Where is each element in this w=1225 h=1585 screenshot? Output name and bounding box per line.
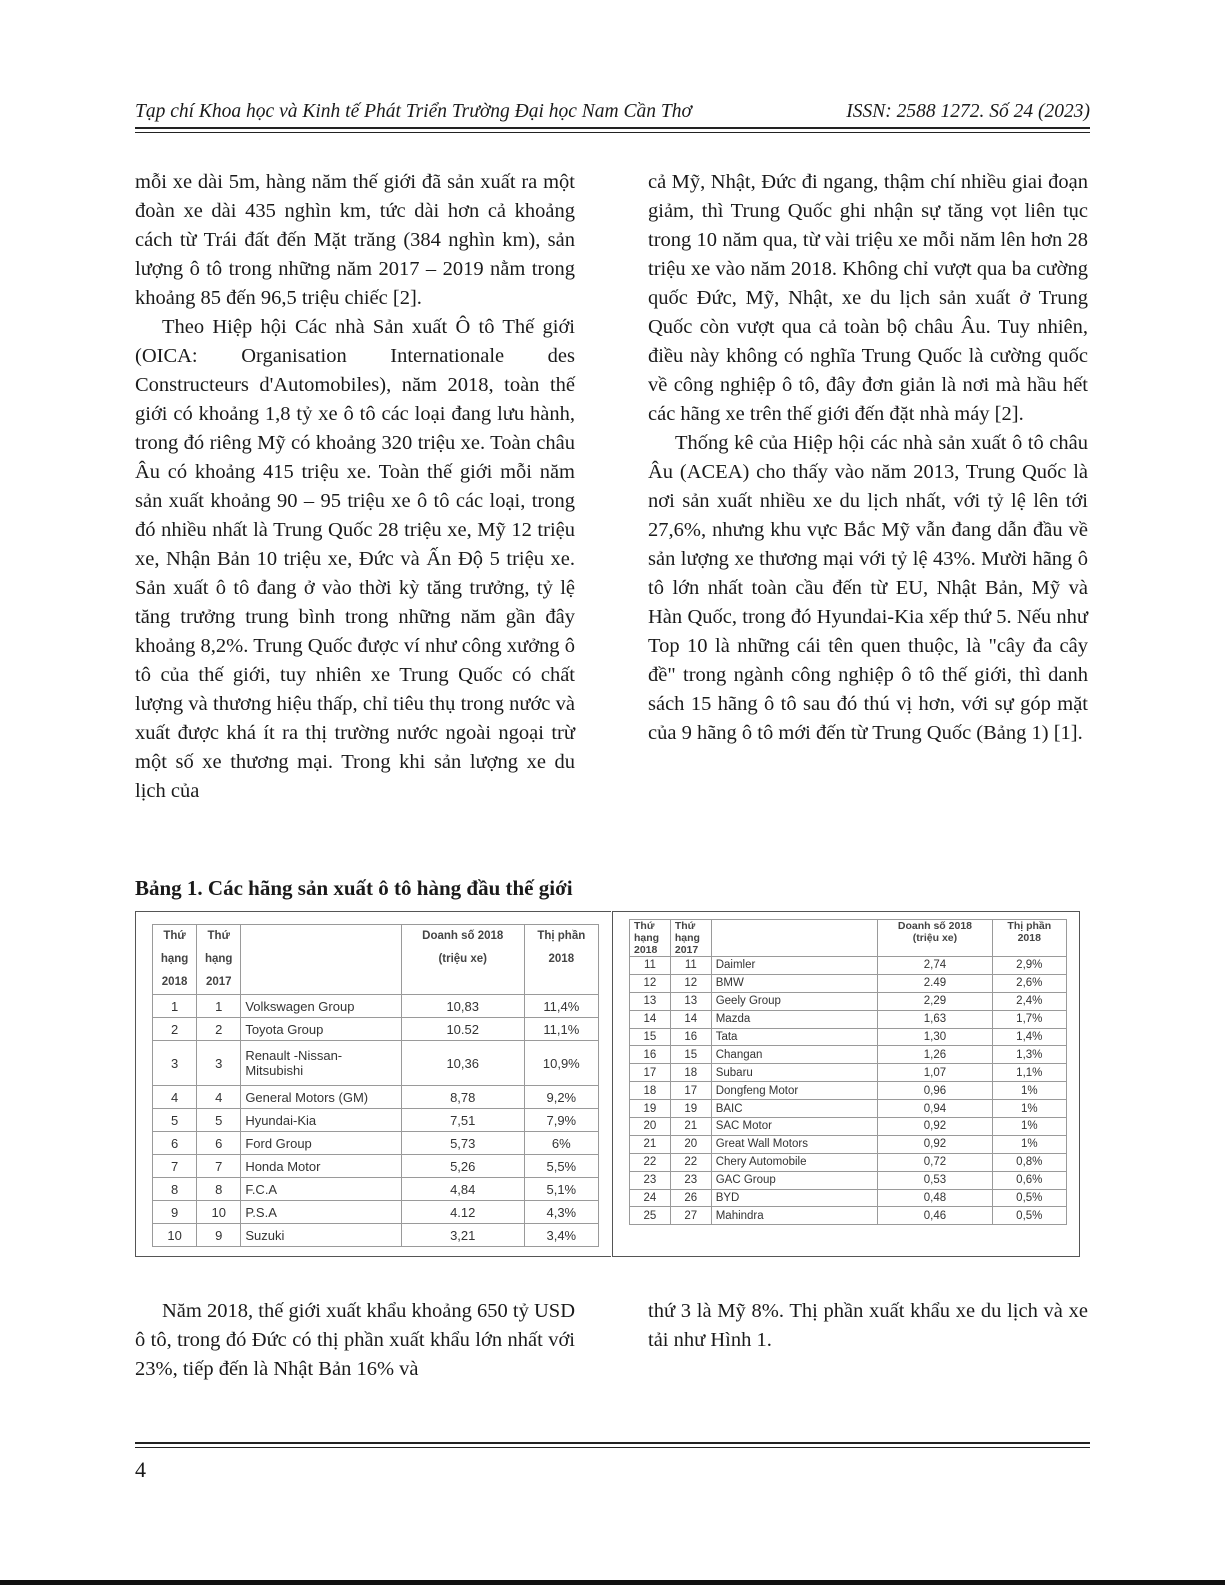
table-row (630, 1171, 1067, 1189)
table-panel-right (612, 911, 1080, 1257)
company-cell: Mahindra (711, 1207, 878, 1225)
rank-2018-cell: 7 (153, 1155, 197, 1178)
table-row (153, 1041, 599, 1086)
rank-2018-cell: 2 (153, 1018, 197, 1041)
issn: ISSN: 2588 1272. Số 24 (2023) (846, 101, 1090, 122)
rank-2018-cell: 14 (630, 1010, 671, 1028)
company-cell: Suzuki (241, 1224, 402, 1247)
sales-cell: 4,84 (401, 1178, 524, 1201)
header-rank-2018: Thứ hạng 2018 (153, 925, 197, 995)
rank-2017-cell: 5 (197, 1109, 241, 1132)
footer-rule (135, 1442, 1090, 1448)
header-company (711, 920, 878, 957)
share-cell: 5,1% (524, 1178, 598, 1201)
sales-cell: 0,92 (878, 1118, 992, 1136)
sales-cell: 1,63 (878, 1010, 992, 1028)
rank-2018-cell: 17 (630, 1064, 671, 1082)
rank-2018-cell: 4 (153, 1086, 197, 1109)
share-cell: 10,9% (524, 1041, 598, 1086)
right-column-top (648, 168, 1088, 748)
page-number: 4 (135, 1457, 146, 1482)
rank-2017-cell: 16 (670, 1028, 711, 1046)
company-cell: Tata (711, 1028, 878, 1046)
share-cell: 1% (992, 1100, 1066, 1118)
share-cell: 6% (524, 1132, 598, 1155)
right-column-bottom (648, 1297, 1088, 1355)
company-cell: BMW (711, 974, 878, 992)
table-row (153, 1109, 599, 1132)
share-cell: 1,4% (992, 1028, 1066, 1046)
company-cell: BAIC (711, 1100, 878, 1118)
sales-cell: 0,48 (878, 1189, 992, 1207)
rank-2017-cell: 9 (197, 1224, 241, 1247)
header-sales: Doanh số 2018 (triệu xe) (878, 920, 992, 957)
sales-cell: 1,07 (878, 1064, 992, 1082)
rank-2017-cell: 15 (670, 1046, 711, 1064)
table-row (630, 1010, 1067, 1028)
rank-2018-cell: 23 (630, 1171, 671, 1189)
company-cell: Great Wall Motors (711, 1135, 878, 1153)
sales-cell: 5,73 (401, 1132, 524, 1155)
share-cell: 0,6% (992, 1171, 1066, 1189)
company-cell: GAC Group (711, 1171, 878, 1189)
rank-2018-cell: 19 (630, 1100, 671, 1118)
sales-cell: 7,51 (401, 1109, 524, 1132)
sales-cell: 0,94 (878, 1100, 992, 1118)
company-cell: Dongfeng Motor (711, 1082, 878, 1100)
running-header (135, 101, 1090, 123)
company-cell: Chery Automobile (711, 1153, 878, 1171)
table-row (153, 1178, 599, 1201)
table-row (153, 1132, 599, 1155)
rank-2017-cell: 6 (197, 1132, 241, 1155)
company-cell: Subaru (711, 1064, 878, 1082)
table-row (153, 1201, 599, 1224)
paragraph: mỗi xe dài 5m, hàng năm thế giới đã sản xuất ra một đoàn xe dài 435 nghìn km, tức dài hơn cả khoảng cách từ Trái đất đến Mặt trăng (384 nghìn km), sản lượng ô tô trong những năm 2017 – 2019 nằm trong khoảng 85 đến 96,5 triệu chiếc [2]. (135, 171, 575, 309)
table-row (630, 1082, 1067, 1100)
share-cell: 9,2% (524, 1086, 598, 1109)
share-cell: 1% (992, 1135, 1066, 1153)
left-column-top (135, 168, 575, 806)
company-cell: Hyundai-Kia (241, 1109, 402, 1132)
rank-2018-cell: 8 (153, 1178, 197, 1201)
table-row (630, 1207, 1067, 1225)
left-column-bottom (135, 1297, 575, 1384)
rank-2017-cell: 11 (670, 957, 711, 975)
sales-cell: 10,83 (401, 995, 524, 1018)
company-cell: Toyota Group (241, 1018, 402, 1041)
rank-2018-cell: 5 (153, 1109, 197, 1132)
ranking-table-1-10 (152, 924, 599, 1247)
table-row (153, 1155, 599, 1178)
company-cell: Changan (711, 1046, 878, 1064)
rank-2017-cell: 17 (670, 1082, 711, 1100)
rank-2017-cell: 2 (197, 1018, 241, 1041)
share-cell: 1,7% (992, 1010, 1066, 1028)
table-caption: Bảng 1. Các hãng sản xuất ô tô hàng đầu thế giới (135, 876, 573, 900)
sales-cell: 0,46 (878, 1207, 992, 1225)
rank-2017-cell: 23 (670, 1171, 711, 1189)
rank-2017-cell: 8 (197, 1178, 241, 1201)
table-row (153, 1086, 599, 1109)
table-row (630, 1100, 1067, 1118)
table-row (630, 1064, 1067, 1082)
company-cell: Renault -Nissan-Mitsubishi (241, 1041, 402, 1086)
rank-2017-cell: 3 (197, 1041, 241, 1086)
rank-2017-cell: 20 (670, 1135, 711, 1153)
share-cell: 2,9% (992, 957, 1066, 975)
company-cell: Ford Group (241, 1132, 402, 1155)
rank-2017-cell: 12 (670, 974, 711, 992)
sales-cell: 10.52 (401, 1018, 524, 1041)
share-cell: 7,9% (524, 1109, 598, 1132)
table-row (630, 1028, 1067, 1046)
table-row (630, 957, 1067, 975)
company-cell: SAC Motor (711, 1118, 878, 1136)
rank-2017-cell: 27 (670, 1207, 711, 1225)
share-cell: 1,1% (992, 1064, 1066, 1082)
paragraph: Theo Hiệp hội Các nhà Sản xuất Ô tô Thế giới (OICA: Organisation Internationale des Constructeurs d'Automobiles), năm 2018, toàn thế giới có khoảng 1,8 tỷ xe ô tô các loại đang lưu hành, trong đó riêng Mỹ có khoảng 320 triệu xe. Toàn châu Âu có khoảng 415 triệu xe. Toàn thế giới mỗi năm sản xuất khoảng 90 – 95 triệu xe ô tô các loại, trong đó nhiều nhất là Trung Quốc 28 triệu xe, Mỹ 12 triệu xe, Nhận Bản 10 triệu xe, Đức và Ấn Độ 5 triệu xe. Sản xuất ô tô đang ở vào thời kỳ tăng trưởng, tỷ lệ tăng trưởng trung bình trong những năm gần đây khoảng 8,2%. Trung Quốc được ví như công xưởng ô tô của thế giới, tuy nhiên xe Trung Quốc có chất lượng và thương hiệu thấp, chỉ tiêu thụ trong nước và xuất được khá ít ra thị trường nước ngoài ngoại trừ một số xe thương mại. Trong khi sản lượng xe du lịch của (135, 316, 575, 802)
sales-cell: 3,21 (401, 1224, 524, 1247)
rank-2018-cell: 10 (153, 1224, 197, 1247)
company-cell: P.S.A (241, 1201, 402, 1224)
share-cell: 1% (992, 1082, 1066, 1100)
company-cell: Mazda (711, 1010, 878, 1028)
header-rank-2017: Thứ hạng 2017 (670, 920, 711, 957)
rank-2018-cell: 21 (630, 1135, 671, 1153)
rank-2018-cell: 3 (153, 1041, 197, 1086)
table-row (630, 1135, 1067, 1153)
header-rank-2018: Thứ hạng 2018 (630, 920, 671, 957)
table-row (153, 1224, 599, 1247)
table-row (630, 1046, 1067, 1064)
company-cell: Volkswagen Group (241, 995, 402, 1018)
header-share: Thị phần 2018 (992, 920, 1066, 957)
rank-2017-cell: 21 (670, 1118, 711, 1136)
table-row (630, 1153, 1067, 1171)
sales-cell: 0,92 (878, 1135, 992, 1153)
rank-2018-cell: 12 (630, 974, 671, 992)
rank-2017-cell: 13 (670, 992, 711, 1010)
paragraph: thứ 3 là Mỹ 8%. Thị phần xuất khẩu xe du lịch và xe tải như Hình 1. (648, 1300, 1088, 1351)
share-cell: 0,5% (992, 1207, 1066, 1225)
table-panel-left (135, 911, 611, 1257)
rank-2018-cell: 1 (153, 995, 197, 1018)
rank-2018-cell: 13 (630, 992, 671, 1010)
company-cell: Daimler (711, 957, 878, 975)
share-cell: 2,4% (992, 992, 1066, 1010)
ranking-table-11-25 (629, 919, 1067, 1225)
table-row (630, 992, 1067, 1010)
table-row (630, 1118, 1067, 1136)
header-share: Thị phần 2018 (524, 925, 598, 995)
rank-2018-cell: 16 (630, 1046, 671, 1064)
rank-2017-cell: 10 (197, 1201, 241, 1224)
company-cell: F.C.A (241, 1178, 402, 1201)
header-company (241, 925, 402, 995)
sales-cell: 8,78 (401, 1086, 524, 1109)
sales-cell: 5,26 (401, 1155, 524, 1178)
journal-title: Tạp chí Khoa học và Kinh tế Phát Triển Trường Đại học Nam Cần Thơ (135, 101, 692, 122)
share-cell: 2,6% (992, 974, 1066, 992)
share-cell: 4,3% (524, 1201, 598, 1224)
share-cell: 11,4% (524, 995, 598, 1018)
share-cell: 3,4% (524, 1224, 598, 1247)
header-sales: Doanh số 2018 (triệu xe) (401, 925, 524, 995)
sales-cell: 4.12 (401, 1201, 524, 1224)
share-cell: 0,5% (992, 1189, 1066, 1207)
rank-2018-cell: 20 (630, 1118, 671, 1136)
sales-cell: 1,26 (878, 1046, 992, 1064)
rank-2018-cell: 15 (630, 1028, 671, 1046)
rank-2018-cell: 11 (630, 957, 671, 975)
paragraph: Năm 2018, thế giới xuất khẩu khoảng 650 tỷ USD ô tô, trong đó Đức có thị phần xuất khẩu lớn nhất với 23%, tiếp đến là Nhật Bản 16% và (135, 1300, 575, 1380)
company-cell: BYD (711, 1189, 878, 1207)
header-rank-2017: Thứ hạng 2017 (197, 925, 241, 995)
company-cell: Honda Motor (241, 1155, 402, 1178)
rank-2018-cell: 6 (153, 1132, 197, 1155)
rank-2017-cell: 14 (670, 1010, 711, 1028)
table-row (630, 974, 1067, 992)
rank-2017-cell: 26 (670, 1189, 711, 1207)
sales-cell: 2.49 (878, 974, 992, 992)
paragraph: cả Mỹ, Nhật, Đức đi ngang, thậm chí nhiều giai đoạn giảm, thì Trung Quốc ghi nhận sự tăng vọt liên tục trong 10 năm qua, từ vài triệu xe mỗi năm lên hơn 28 triệu xe vào năm 2018. Không chỉ vượt qua ba cường quốc Đức, Mỹ, Nhật, xe du lịch sản xuất ở Trung Quốc còn vượt qua cả toàn bộ châu Âu. Tuy nhiên, điều này không có nghĩa Trung Quốc là cường quốc về công nghiệp ô tô, đây đơn giản là nơi mà hầu hết các hãng xe trên thế giới đến đặt nhà máy [2]. (648, 171, 1088, 425)
sales-cell: 2,74 (878, 957, 992, 975)
share-cell: 11,1% (524, 1018, 598, 1041)
share-cell: 1% (992, 1118, 1066, 1136)
sales-cell: 0,53 (878, 1171, 992, 1189)
share-cell: 0,8% (992, 1153, 1066, 1171)
rank-2017-cell: 7 (197, 1155, 241, 1178)
company-cell: Geely Group (711, 992, 878, 1010)
sales-cell: 0,96 (878, 1082, 992, 1100)
sales-cell: 2,29 (878, 992, 992, 1010)
rank-2018-cell: 25 (630, 1207, 671, 1225)
sales-cell: 0,72 (878, 1153, 992, 1171)
table-row (153, 995, 599, 1018)
share-cell: 5,5% (524, 1155, 598, 1178)
table-row (630, 1189, 1067, 1207)
rank-2017-cell: 1 (197, 995, 241, 1018)
share-cell: 1,3% (992, 1046, 1066, 1064)
rank-2017-cell: 22 (670, 1153, 711, 1171)
rank-2018-cell: 18 (630, 1082, 671, 1100)
header-rule (135, 127, 1090, 133)
company-cell: General Motors (GM) (241, 1086, 402, 1109)
scan-edge (0, 1580, 1225, 1585)
sales-cell: 10,36 (401, 1041, 524, 1086)
rank-2017-cell: 18 (670, 1064, 711, 1082)
rank-2018-cell: 24 (630, 1189, 671, 1207)
paragraph: Thống kê của Hiệp hội các nhà sản xuất ô tô châu Âu (ACEA) cho thấy vào năm 2013, Trung Quốc là nơi sản xuất nhiều xe du lịch nhất, với tỷ lệ lên tới 27,6%, nhưng khu vực Bắc Mỹ vẫn đang dẫn đầu về sản lượng xe thương mại với tỷ lệ 43%. Mười hãng ô tô lớn nhất toàn cầu đến từ EU, Nhật Bản, Mỹ và Hàn Quốc, trong đó Hyundai-Kia xếp thứ 5. Nếu như Top 10 là những cái tên quen thuộc, là "cây đa cây đề" trong ngành công nghiệp ô tô thế giới, thì danh sách 15 hãng ô tô sau đó thú vị hơn, với sự góp mặt của 9 hãng ô tô mới đến từ Trung Quốc (Bảng 1) [1]. (648, 432, 1088, 744)
rank-2018-cell: 22 (630, 1153, 671, 1171)
rank-2017-cell: 4 (197, 1086, 241, 1109)
rank-2017-cell: 19 (670, 1100, 711, 1118)
table-row (153, 1018, 599, 1041)
rank-2018-cell: 9 (153, 1201, 197, 1224)
sales-cell: 1,30 (878, 1028, 992, 1046)
